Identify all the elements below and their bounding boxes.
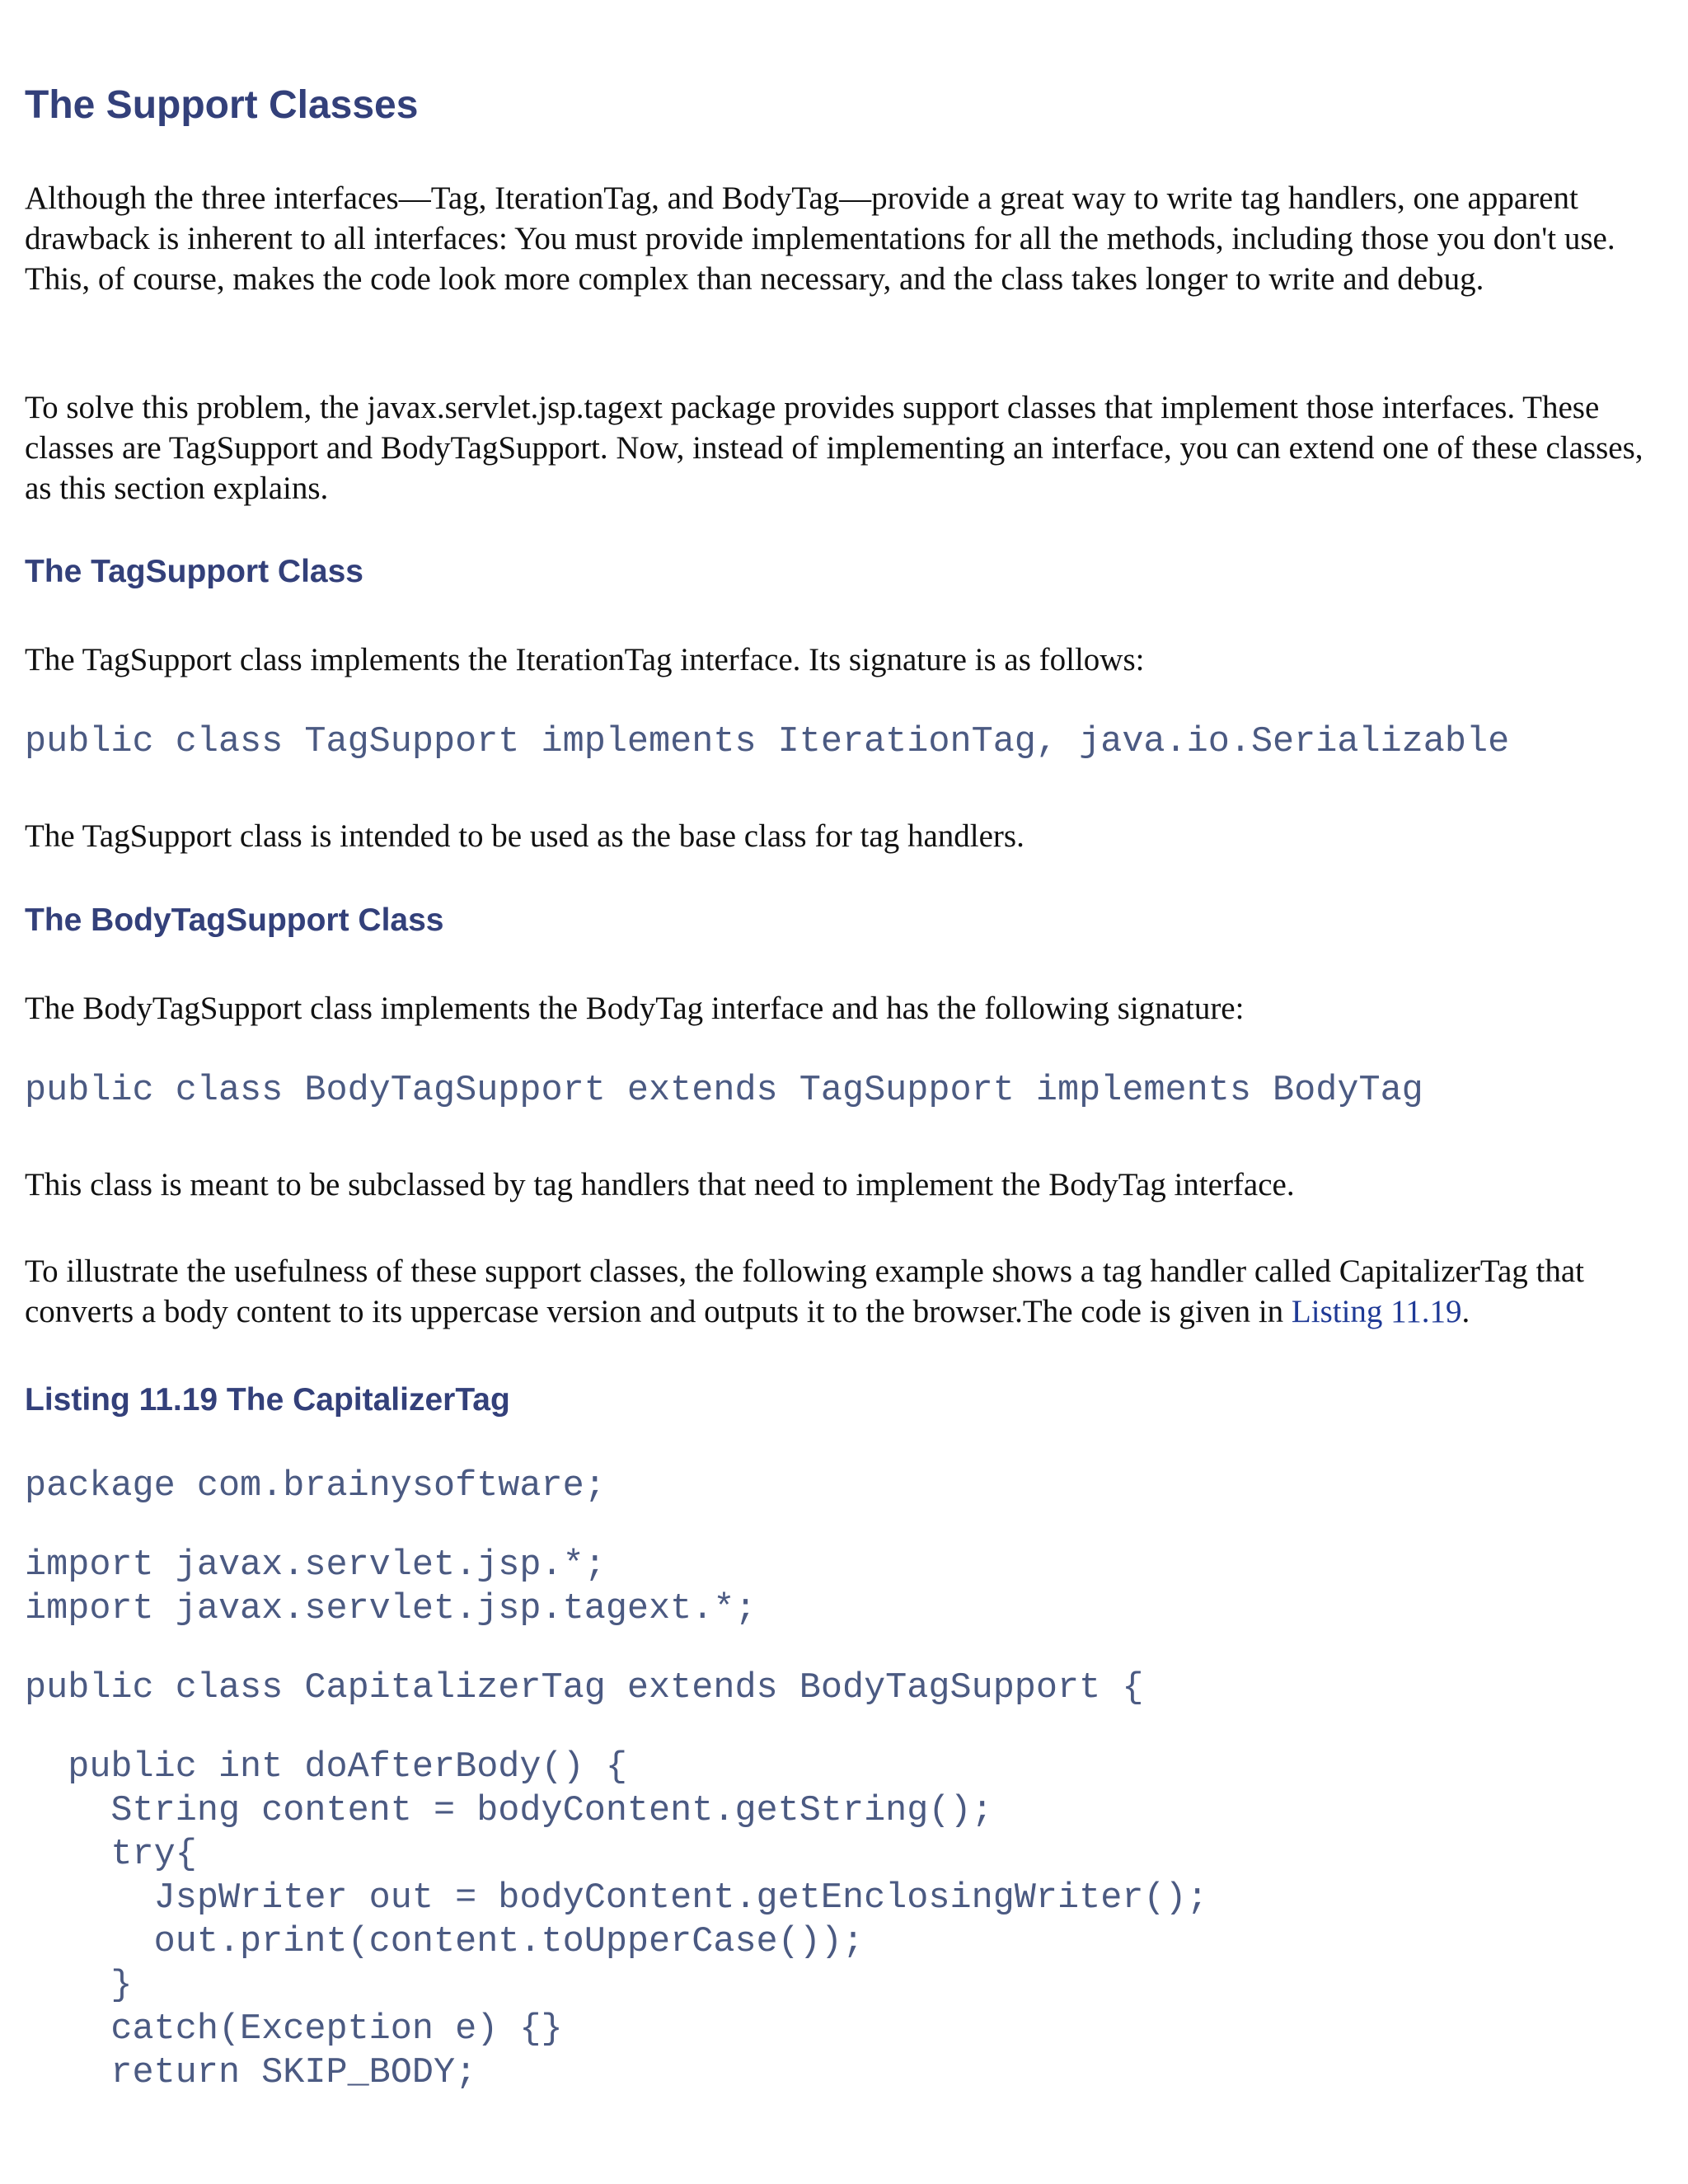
bodytagsupport-note: This class is meant to be subclassed by tag handlers that need to implement the BodyTag interface. xyxy=(25,1167,1295,1202)
tagsupport-description: The TagSupport class implements the IterationTag interface. Its signature is as follows: xyxy=(25,642,1145,677)
bodytagsupport-description: The BodyTagSupport class implements the BodyTag interface and has the following signature: xyxy=(25,991,1245,1026)
example-intro-paragraph xyxy=(25,1251,1665,1332)
tagsupport-note: The TagSupport class is intended to be used as the base class for tag handlers. xyxy=(25,818,1025,854)
tagsupport-heading: The TagSupport Class xyxy=(25,554,363,589)
listing-class-line: public class CapitalizerTag extends BodyTagSupport { xyxy=(25,1668,1144,1708)
listing-import-lines: import javax.servlet.jsp.*; import javax.servlet.jsp.tagext.*; xyxy=(25,1545,757,1629)
intro-paragraph-1: Although the three interfaces—Tag, IterationTag, and BodyTag—provide a great way to write tag handlers, one apparent drawback is inherent to all interfaces: You must provide implementations for all the methods, including those you don't use. This, of course, makes the code look more complex than necessary, and the class takes longer to write and debug. xyxy=(25,180,1615,297)
example-intro-text: To illustrate the usefulness of these support classes, the following example shows a tag handler called CapitalizerTag that converts a body content to its uppercase version and outputs it to the browser.The code is given in xyxy=(25,1254,1584,1329)
listing-package-line: package com.brainysoftware; xyxy=(25,1466,606,1507)
bodytagsupport-heading: The BodyTagSupport Class xyxy=(25,902,444,938)
section-title: The Support Classes xyxy=(25,83,419,127)
intro-paragraph-2: To solve this problem, the javax.servlet.jsp.tagext package provides support classes that implement those interfaces. These classes are TagSupport and BodyTagSupport. Now, instead of implementing an interface, you can extend one of these classes, as this section explains. xyxy=(25,390,1643,506)
listing-link[interactable]: Listing 11.19 xyxy=(1291,1294,1462,1329)
listing-method-lines: public int doAfterBody() { String content = bodyContent.getString(); try{ JspWriter out = bodyContent.getEnclosingWriter(); out.print(content.toUpperCase()); } catch(Exception e) {} return SKIP_BODY; xyxy=(68,1747,1208,2093)
tagsupport-signature: public class TagSupport implements IterationTag, java.io.Serializable xyxy=(25,722,1510,762)
example-intro-end: . xyxy=(1461,1294,1470,1329)
listing-heading: Listing 11.19 The CapitalizerTag xyxy=(25,1382,510,1418)
bodytagsupport-signature: public class BodyTagSupport extends TagSupport implements BodyTag xyxy=(25,1071,1423,1111)
